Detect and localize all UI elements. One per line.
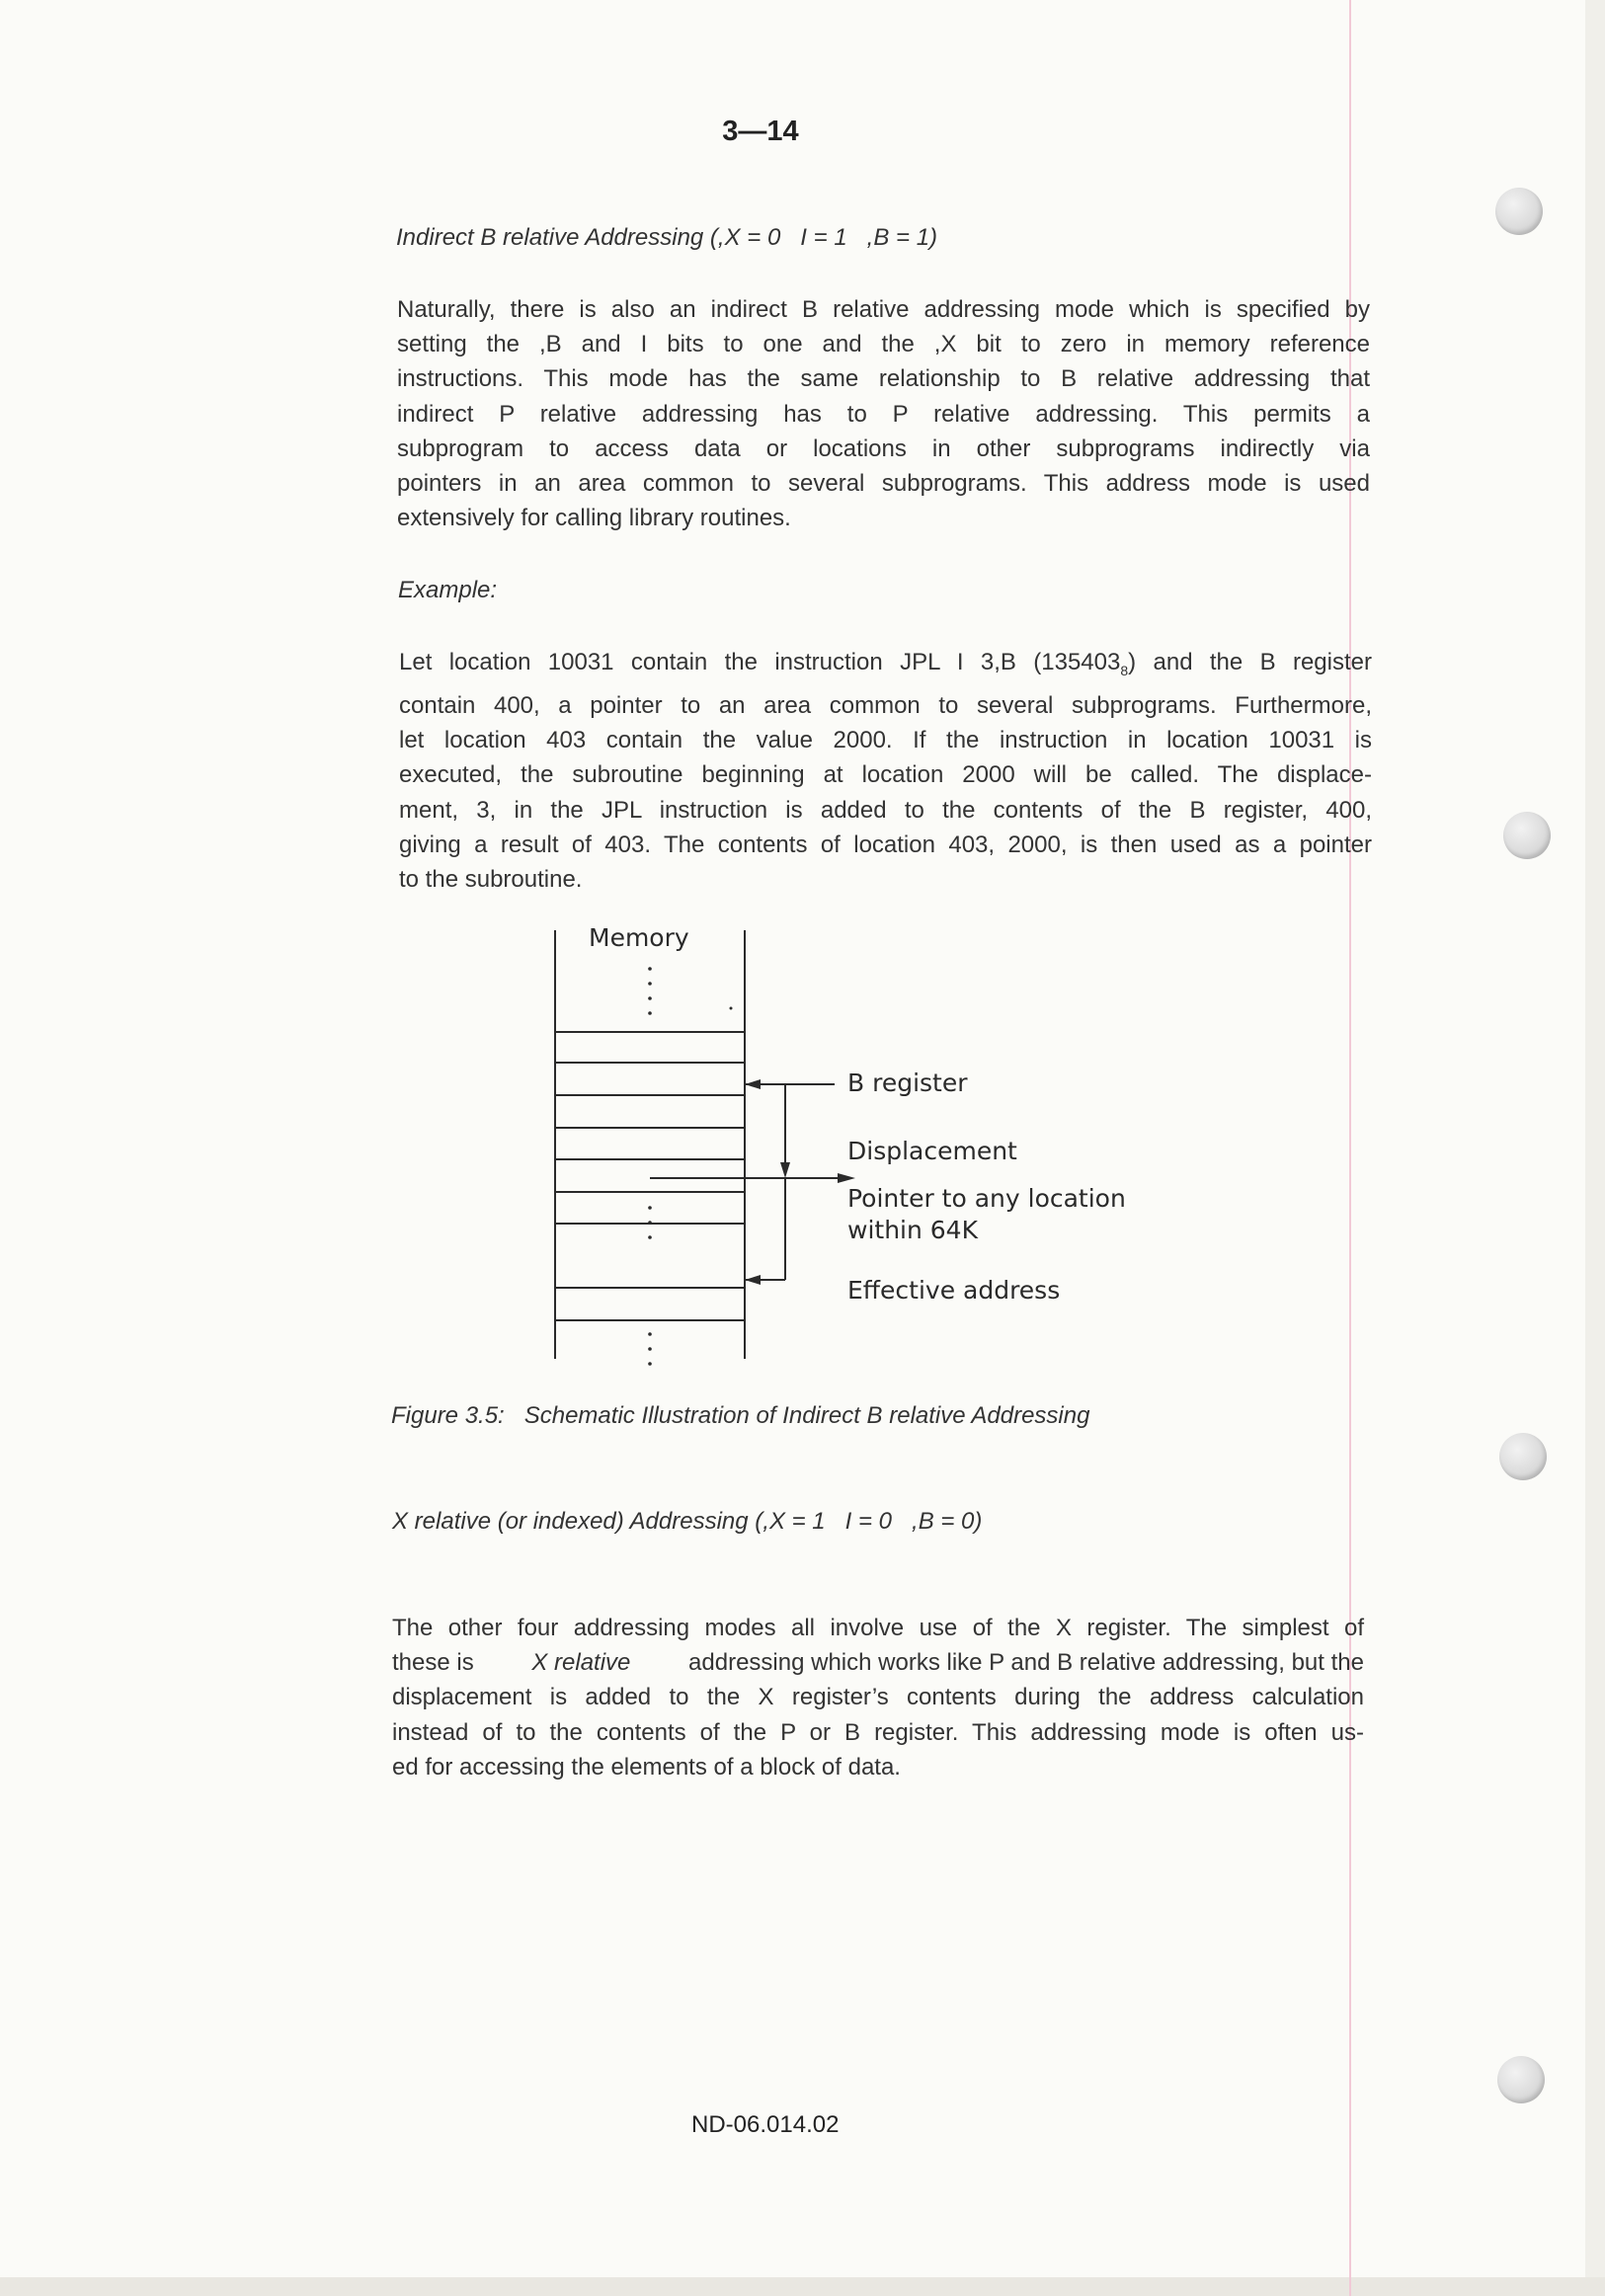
text-line: giving a result of 403. The contents of location 403, 2000, is then used as a pointer xyxy=(399,831,1372,858)
arrowhead-effective-address xyxy=(745,1275,761,1285)
page-number: 3—14 xyxy=(722,116,799,147)
ellipsis-dot xyxy=(648,1332,652,1336)
punch-hole-3 xyxy=(1499,1433,1547,1480)
text-segment: Let location 10031 contain the instruction JPL I 3,B (135403 xyxy=(399,649,1121,675)
pointer-label: Pointer to any location xyxy=(847,1184,1126,1213)
ellipsis-dot xyxy=(648,1221,652,1225)
text-line: The other four addressing modes all involve use of the X register. The simplest of xyxy=(392,1615,1364,1641)
ellipsis-dot xyxy=(648,1206,652,1210)
text-line-with-subscript xyxy=(399,645,1372,688)
text-line: Naturally, there is also an indirect B relative addressing mode which is specified by xyxy=(397,296,1370,323)
ellipsis-dot xyxy=(648,1011,652,1015)
text-line: subprogram to access data or locations in other subprograms indirectly via xyxy=(397,435,1370,462)
arrowhead-displacement xyxy=(780,1162,790,1178)
ellipsis-dot xyxy=(648,996,652,1000)
punch-hole-2 xyxy=(1503,812,1551,859)
text-segment: ) and the B register xyxy=(1128,649,1372,675)
arrowhead-b-register xyxy=(745,1079,761,1089)
text-line: executed, the subroutine beginning at location 2000 will be called. The displace- xyxy=(399,761,1372,789)
text-line: instead of to the contents of the P or B register. This addressing mode is often us- xyxy=(392,1718,1364,1746)
text-segment: addressing which works like P and B relative addressing, but the xyxy=(688,1649,1364,1677)
page-edge-bottom xyxy=(0,2277,1605,2296)
text-line: pointers in an area common to several subprograms. This address mode is used xyxy=(397,470,1370,498)
text-line: contain 400, a pointer to an area common to several subprograms. Furthermore, xyxy=(399,692,1372,719)
section-heading-x-relative: X relative (or indexed) Addressing (,X = 1 I = 0 ,B = 0) xyxy=(392,1508,983,1535)
memory-diagram xyxy=(533,918,1165,1373)
italic-term: X relative xyxy=(531,1649,631,1677)
ellipsis-dot xyxy=(648,967,652,971)
ellipsis-dot xyxy=(648,1347,652,1351)
paragraph-x-relative xyxy=(392,1611,1364,1784)
text-line: extensively for calling library routines. xyxy=(397,505,791,532)
punch-hole-4 xyxy=(1497,2056,1545,2103)
arrowhead-pointer xyxy=(838,1173,855,1183)
paragraph-example xyxy=(399,645,1372,897)
effective-address-label: Effective address xyxy=(847,1276,1061,1305)
example-label: Example: xyxy=(398,577,498,603)
octal-subscript: 8 xyxy=(1120,662,1129,678)
document-footer-id: ND-06.014.02 xyxy=(691,2111,840,2138)
ellipsis-dot xyxy=(648,1235,652,1239)
text-line: ed for accessing the elements of a block of data. xyxy=(392,1753,901,1781)
ellipsis-dot xyxy=(648,1362,652,1366)
punch-hole-1 xyxy=(1495,188,1543,235)
paragraph-indirect-b xyxy=(397,292,1370,535)
text-line: setting the ,B and I bits to one and the ,X bit to zero in memory reference xyxy=(397,331,1370,358)
displacement-label: Displacement xyxy=(847,1137,1017,1165)
pointer-label-continued: within 64K xyxy=(847,1216,978,1244)
text-line-with-italic xyxy=(392,1645,1364,1680)
page-edge-right xyxy=(1585,0,1605,2296)
ellipsis-dot xyxy=(730,1007,733,1010)
text-line: displacement is added to the X register’s contents during the address calculation xyxy=(392,1684,1364,1711)
figure-caption: Figure 3.5: Schematic Illustration of Indirect B relative Addressing xyxy=(391,1402,1090,1429)
text-line: ment, 3, in the JPL instruction is added to the contents of the B register, 400, xyxy=(399,796,1372,824)
text-line: let location 403 contain the value 2000. If the instruction in location 10031 is xyxy=(399,727,1372,754)
memory-label: Memory xyxy=(589,923,689,952)
section-heading-indirect-b: Indirect B relative Addressing (,X = 0 I = 1 ,B = 1) xyxy=(396,224,938,251)
text-line: indirect P relative addressing has to P relative addressing. This permits a xyxy=(397,400,1370,428)
text-segment: these is xyxy=(392,1649,474,1677)
text-line: instructions. This mode has the same relationship to B relative addressing that xyxy=(397,365,1370,393)
ellipsis-dot xyxy=(648,982,652,986)
b-register-label: B register xyxy=(847,1069,968,1097)
text-line: to the subroutine. xyxy=(399,866,583,894)
